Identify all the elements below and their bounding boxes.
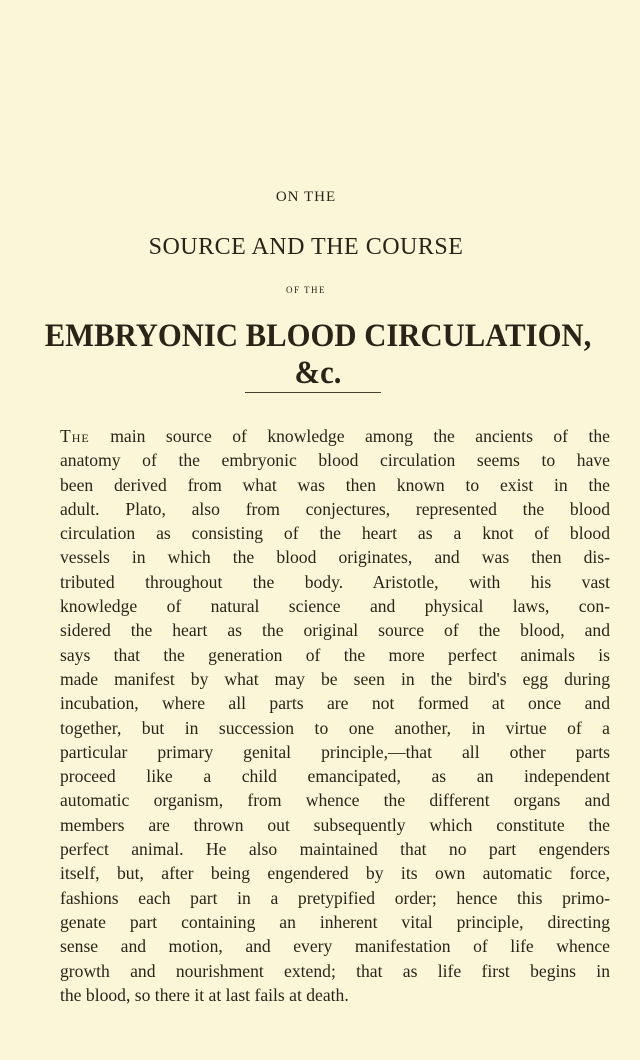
- paragraph-line: genate part containing an inherent vital principle, directing: [60, 911, 610, 932]
- paragraph-line: the blood, so there it at last fails at death.: [60, 984, 349, 1005]
- paragraph-line: automatic organism, from whence the different organs and: [60, 790, 610, 811]
- paragraph-line: perfect animal. He also maintained that no part engenders: [60, 839, 610, 860]
- paragraph-line: made manifest by what may be seen in the bird's egg during: [60, 668, 610, 689]
- paragraph-line: particular primary genital principle,—that all other parts: [60, 741, 610, 762]
- body-paragraph: [60, 424, 610, 1007]
- paragraph-line: together, but in succession to one another, in virtue of a: [60, 717, 610, 738]
- heading-of-the: OF THE: [285, 285, 327, 295]
- paragraph-line: adult. Plato, also from conjectures, represented the blood: [60, 498, 610, 519]
- paragraph-line: knowledge of natural science and physical laws, con-: [60, 596, 610, 617]
- divider-rule: [245, 392, 381, 393]
- page-title: EMBRYONIC BLOOD CIRCULATION, &c.: [44, 318, 592, 391]
- paragraph-line: growth and nourishment extend; that as life first begins in: [60, 960, 610, 981]
- paragraph-line: vessels in which the blood originates, and was then dis-: [60, 547, 610, 568]
- paragraph-line: itself, but, after being engendered by its own automatic force,: [60, 863, 610, 884]
- paragraph-line: circulation as consisting of the heart as a knot of blood: [60, 523, 610, 544]
- paragraph-line: anatomy of the embryonic blood circulation seems to have: [60, 450, 610, 471]
- paragraph-line: incubation, where all parts are not formed at once and: [60, 693, 610, 714]
- paragraph-line: says that the generation of the more perfect animals is: [60, 644, 610, 665]
- paragraph-line: sidered the heart as the original source of the blood, and: [60, 620, 610, 641]
- paragraph-line: been derived from what was then known to exist in the: [60, 474, 610, 495]
- paragraph-line: members are thrown out subsequently which constitute the: [60, 814, 610, 835]
- paragraph-line: proceed like a child emancipated, as an independent: [60, 766, 610, 787]
- paragraph-line-1: [60, 424, 610, 448]
- opening-word: The: [60, 426, 90, 446]
- paragraph-line-1-text: main source of knowledge among the ancients of the: [89, 426, 610, 446]
- paragraph-line: sense and motion, and every manifestation of life whence: [60, 936, 610, 957]
- paragraph-line: fashions each part in a pretypified order; hence this primo-: [60, 887, 610, 908]
- heading-on-the: ON THE: [275, 189, 337, 205]
- paragraph-line: tributed throughout the body. Aristotle, with his vast: [60, 571, 610, 592]
- heading-source-course: SOURCE AND THE COURSE: [148, 234, 464, 260]
